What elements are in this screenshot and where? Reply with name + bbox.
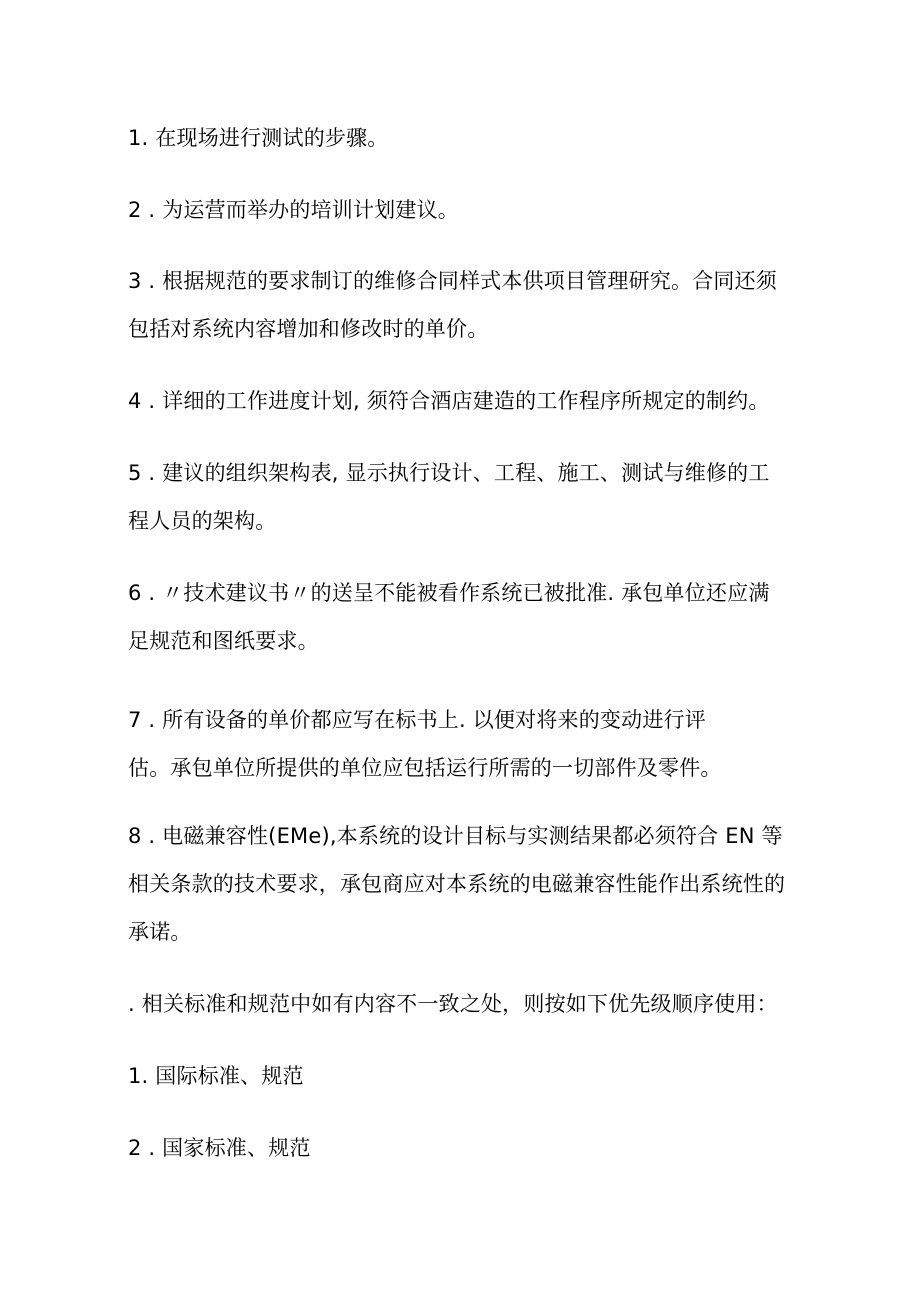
item-6-line-2: 足规范和图纸要求。 [128,629,319,653]
item-7-line-2: 估。承包单位所提供的单位应包括运行所需的一切部件及零件。 [128,756,722,780]
item-8-line-1: 8 . 电磁兼容性(EMe),本系统的设计目标与实测结果都必须符合 EN 等 [128,824,783,848]
priority-item-1-line: 1. 国际标准、规范 [128,1064,304,1088]
item-7-line-1: 7 . 所有设备的单价都应写在标书上. 以便对将来的变动进行评 [128,708,706,732]
item-1-line: 1. 在现场进行测试的步骤。 [128,126,389,150]
item-5-line-1: 5 . 建议的组织架构表, 显示执行设计、工程、施工、测试与维修的工 [128,461,770,485]
item-8-line-3: 承诺。 [128,920,192,944]
item-3-line-2: 包括对系统内容增加和修改时的单价。 [128,317,489,341]
item-2-line: 2 . 为运营而举办的培训计划建议。 [128,198,459,222]
priority-intro-line: . 相关标准和规范中如有内容不一致之处，则按如下优先级顺序使用： [128,992,778,1016]
item-3-line-1: 3 . 根据规范的要求制订的维修合同样式本供项目管理研究。合同还须 [128,269,777,293]
item-6-line-1: 6 . 〃技术建议书〃的送呈不能被看作系统已被批准. 承包单位还应满 [128,581,770,605]
priority-item-2-line: 2 . 国家标准、规范 [128,1136,311,1160]
item-4-line: 4 . 详细的工作进度计划, 须符合酒店建造的工作程序所规定的制约。 [128,389,770,413]
item-8-line-2: 相关条款的技术要求，承包商应对本系统的电磁兼容性能作出系统性的 [128,872,786,896]
item-5-line-2: 程人员的架构。 [128,509,277,533]
